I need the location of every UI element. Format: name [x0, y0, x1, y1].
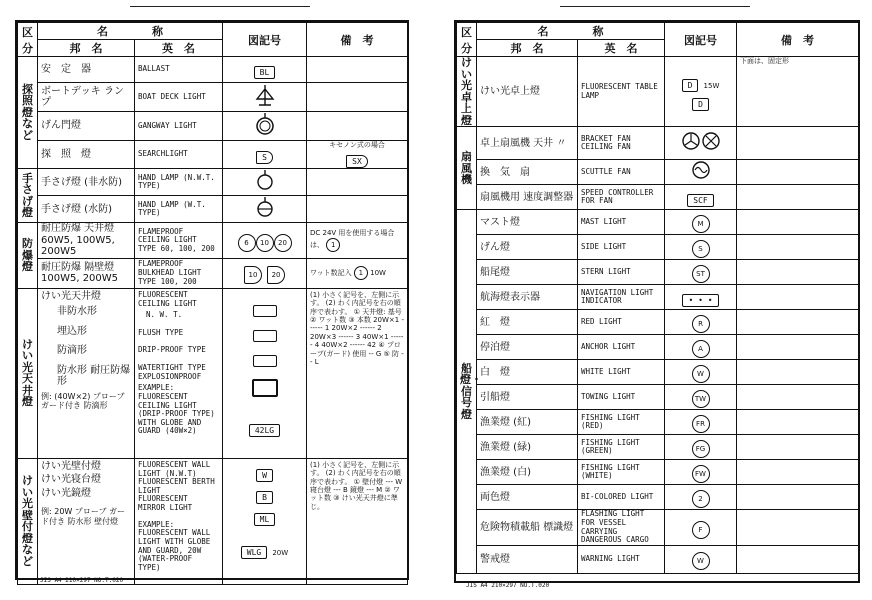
berth-light-symbol: B [256, 491, 273, 504]
row-label: 航海燈表示器 [477, 285, 578, 310]
left-footer: JIS A4 210×297 NO.T.020 [40, 577, 124, 584]
right-footer: JIS A4 210×297 NO.T.020 [466, 582, 550, 589]
row-label: 船尾燈 [477, 260, 578, 285]
ceiling-drip-icon [253, 355, 277, 367]
bulkhead-watt-symbol: 1 [354, 266, 368, 280]
header-jp: 邦 名 [38, 40, 135, 57]
hand-lamp-wt-icon [254, 196, 276, 218]
row-label: げん燈 [477, 235, 578, 260]
row-label-en: BRACKET FAN CEILING FAN [578, 127, 665, 160]
category-explosion-proof: 防爆燈 [18, 223, 38, 289]
row-label: 換 気 扇 [477, 160, 578, 185]
row-label: 漁業燈 (紅) [477, 410, 578, 435]
searchlight-note: キセノン式の場合 [329, 141, 385, 149]
row-label: げん門燈 [38, 112, 135, 141]
wall-example-symbol: WLG [241, 546, 267, 559]
row-label-en: HAND LAMP (N.W.T. TYPE) [135, 169, 223, 196]
table-lamp-fixed-symbol: D [692, 98, 709, 111]
ceiling-watertight-icon [252, 379, 278, 397]
fluorescent-wall-jp: けい光壁付燈 けい光寝台燈 けい光鏡燈 例: 20W プローブ ガード付き 防水形 壁付燈 [38, 458, 135, 584]
bulkhead-100-symbol: 10 [244, 266, 262, 284]
fluorescent-wall-symbols: W B ML WLG 20W [223, 458, 307, 584]
row-label: 紅 燈 [477, 310, 578, 335]
bicolored-light-symbol: 2 [692, 490, 710, 508]
row-label: 漁業燈 (緑) [477, 435, 578, 460]
fishing-red-symbol: FR [692, 415, 710, 433]
bracket-fan-icon [681, 131, 721, 151]
mirror-light-symbol: ML [254, 513, 276, 526]
ceiling-nwt-icon [253, 305, 277, 317]
category-fan: 扇風機 [457, 127, 477, 210]
row-label-en: MAST LIGHT [578, 210, 665, 235]
row-label: 警戒燈 [477, 545, 578, 573]
header-en: 英 名 [578, 40, 665, 57]
row-label: ボートデッキ ランプ [38, 83, 135, 112]
fluorescent-ceiling-en: FLUORESCENT CEILING LIGHT N. W. T. FLUSH TYPE DRIP-PROOF TYPE WATERTIGHT TYPE EXPLOSIONPROOF EXAMPLE: FLUORESCENT CEILING LIGHT (DRIP-PROOF TYPE) WITH GLOBE AND GUARD (40W×2) [135, 288, 223, 458]
mast-light-symbol: M [692, 215, 710, 233]
searchlight-symbol: S [256, 151, 273, 164]
xenon-searchlight-symbol: SX [346, 155, 368, 168]
fluorescent-wall-en: FLUORESCENT WALL LIGHT (N.W.T) FLUORESCENT BERTH LIGHT FLUORESCENT MIRROR LIGHT EXAMPLE: FLUORESCENT WALL LIGHT WITH GLOBE AND GUARD, 20W (WATER-PROOF TYPE) [135, 458, 223, 584]
towing-light-symbol: TW [692, 390, 710, 408]
fishing-green-symbol: FG [692, 440, 710, 458]
left-symbol-table [17, 22, 408, 585]
side-light-symbol: S [692, 240, 710, 258]
category-fluorescent-ceiling: けい光天井燈 [18, 288, 38, 458]
flameproof-200-symbol: 20 [274, 234, 292, 252]
row-label-en: BI-COLORED LIGHT [578, 485, 665, 510]
row-label: 両色燈 [477, 485, 578, 510]
scuttle-fan-icon [691, 160, 711, 180]
stern-light-symbol: ST [692, 265, 710, 283]
row-label: 探 照 燈 [38, 141, 135, 169]
gangway-light-icon [253, 112, 277, 136]
header-name: 名 称 [38, 23, 223, 40]
row-label-en: SIDE LIGHT [578, 235, 665, 260]
header-symbol: 図記号 [223, 23, 307, 57]
wall-light-symbol: W [256, 469, 273, 482]
speed-controller-symbol: SCF [687, 194, 713, 207]
hand-lamp-nwt-icon [254, 169, 276, 191]
category-table-lamp: けい光卓上燈 [457, 57, 477, 127]
row-label-en: WHITE LIGHT [578, 360, 665, 385]
header-category: 区分 [18, 23, 38, 57]
row-label-en: FISHING LIGHT (GREEN) [578, 435, 665, 460]
row-label-en: NAVIGATION LIGHT INDICATOR [578, 285, 665, 310]
fluorescent-ceiling-jp: けい光天井燈 非防水形 埋込形 防滴形 防水形 耐圧防爆形 例: (40W×2) プローブ ガード付き 防滴形 [38, 288, 135, 458]
row-label-en: ANCHOR LIGHT [578, 335, 665, 360]
header-en: 英 名 [135, 40, 223, 57]
nav-indicator-symbol: • • • [682, 294, 718, 307]
header-name: 名 称 [477, 23, 665, 40]
row-label-en: BOAT DECK LIGHT [135, 83, 223, 112]
table-lamp-symbol: D [682, 79, 699, 92]
row-label: 耐圧防爆 隔壁燈 100W5, 200W5 [38, 258, 135, 288]
row-label-en: WARNING LIGHT [578, 545, 665, 573]
row-label: 引船燈 [477, 385, 578, 410]
header-note: 備 考 [737, 23, 859, 57]
row-label-en: FISHING LIGHT (WHITE) [578, 460, 665, 485]
row-label-en: SEARCHLIGHT [135, 141, 223, 169]
row-label: 白 燈 [477, 360, 578, 385]
row-label-en: FLAMEPROOF BULKHEAD LIGHT TYPE 100, 200 [135, 258, 223, 288]
ceiling-example-symbol: 42LG [249, 424, 280, 437]
left-page [15, 20, 409, 580]
row-label: マスト燈 [477, 210, 578, 235]
row-label: 漁業燈 (白) [477, 460, 578, 485]
header-category: 区分 [457, 23, 477, 57]
category-fluorescent-wall: けい光壁付燈など [18, 458, 38, 584]
flameproof-24v-symbol: 1 [326, 238, 340, 252]
row-label: 卓上扇風機 天井 〃 [477, 127, 578, 160]
category-hand-lamp: 手さげ燈 [18, 169, 38, 223]
bulkhead-note: ワット数記入 1 10W [307, 258, 408, 288]
row-label-en: GANGWAY LIGHT [135, 112, 223, 141]
row-label-en: RED LIGHT [578, 310, 665, 335]
row-label-en: HAND LAMP (W.T. TYPE) [135, 196, 223, 223]
row-label: 停泊燈 [477, 335, 578, 360]
row-label: けい光卓上燈 [477, 57, 578, 127]
row-label-en: TOWING LIGHT [578, 385, 665, 410]
header-jp: 邦 名 [477, 40, 578, 57]
right-page [454, 20, 860, 583]
row-label-en: FLUORESCENT TABLE LAMP [578, 57, 665, 127]
white-light-symbol: W [692, 365, 710, 383]
row-label: 手さげ燈 (非水防) [38, 169, 135, 196]
fishing-white-symbol: FW [692, 465, 710, 483]
category-searchlight: 探照燈など [18, 57, 38, 169]
row-label: 手さげ燈 (水防) [38, 196, 135, 223]
row-label-en: FLAMEPROOF CEILING LIGHT TYPE 60, 100, 200 [135, 223, 223, 259]
row-label-en: BALLAST [135, 57, 223, 83]
row-label: 危険物積載船 標識燈 [477, 510, 578, 546]
flameproof-60-symbol: 6 [238, 234, 256, 252]
table-lamp-note: 下面は、固定形 [737, 57, 859, 127]
row-label: 安 定 器 [38, 57, 135, 83]
ballast-symbol: BL [254, 66, 276, 79]
row-label-en: SPEED CONTROLLER FOR FAN [578, 185, 665, 210]
row-label-en: SCUTTLE FAN [578, 160, 665, 185]
boat-deck-light-icon [253, 83, 277, 107]
fluorescent-ceiling-symbols [223, 288, 307, 458]
row-label: 耐圧防爆 天井燈 60W5, 100W5, 200W5 [38, 223, 135, 259]
right-symbol-table: 区分 名 称 図記号 備 考 邦 名 英 名 けい光卓上燈 けい光卓上燈 FLUORESCENT TABLE LAMP D 15W D 下面は、固定形 扇風機 卓上扇風機 天井 〃 BRACKET FAN CEILING FAN 換 気 扇 SCUTTLE FAN 扇風機用 速度調整器 SPEED CONTROLLER FOR FAN SCF 船燈・信号燈 マスト燈 MAST LIGHT M げん燈 SIDE LIGHT S 船尾燈 STERN LIGHT ST 航海燈表示器 NAVIGATION LIGHT INDICATOR • • • 紅 燈 RED LIGHT R 停泊燈 ANCHOR LIGHT A 白 燈 WHITE LIGHT W 引船燈 TOWING LIGHT TW 漁業燈 (紅) FISHING LIGHT (RED) FR 漁業燈 (緑) FISHING LIGHT (GREEN) FG 漁業燈 (白) FISHING LIGHT (WHITE) FW 両色燈 BI-COLORED LIGHT 2 危険物積載船 標識燈 FLASHING LIGHT FOR VESSEL CARRYING DANGEROUS CARGO F 警戒燈 WARNING LIGHT W [456, 22, 859, 574]
row-label-en: FISHING LIGHT (RED) [578, 410, 665, 435]
ceiling-flush-icon [253, 330, 277, 342]
category-navigation-lights: 船燈・信号燈 [457, 210, 477, 574]
fluorescent-wall-note: (1) 小さく記号を、左側に示す。 (2) わく内記号を右の順序で表わす。 ① 壁付燈 --- W 寝台燈 --- B 鏡燈 --- M ② ワット数 ③ けい光天井燈に準じ。 [307, 458, 408, 584]
warning-light-symbol: W [692, 552, 710, 570]
fluorescent-ceiling-note: (1) 小さく記号を、左側に示す。 (2) わく内記号を右の順序で表わす。 ① 天井燈: 基号 ② ワット数 ③ 本数 20W×1 ------ 1 20W×2 ------ 2 20W×3 ------ 3 40W×1 ------ 4 40W×2 ------ 42 ④ プローブ(ガード) 使用 -- G ⑤ 防 -- L [307, 288, 408, 458]
flameproof-100-symbol: 10 [256, 234, 274, 252]
row-label-en: STERN LIGHT [578, 260, 665, 285]
header-note: 備 考 [307, 23, 408, 57]
bulkhead-200-symbol: 20 [267, 266, 285, 284]
header-symbol: 図記号 [665, 23, 737, 57]
flameproof-note: DC 24V 用を使用する場合は、 1 [307, 223, 408, 259]
row-label-en: FLASHING LIGHT FOR VESSEL CARRYING DANGEROUS CARGO [578, 510, 665, 546]
anchor-light-symbol: A [692, 340, 710, 358]
dangerous-cargo-symbol: F [692, 521, 710, 539]
red-light-symbol: R [692, 315, 710, 333]
row-label: 扇風機用 速度調整器 [477, 185, 578, 210]
